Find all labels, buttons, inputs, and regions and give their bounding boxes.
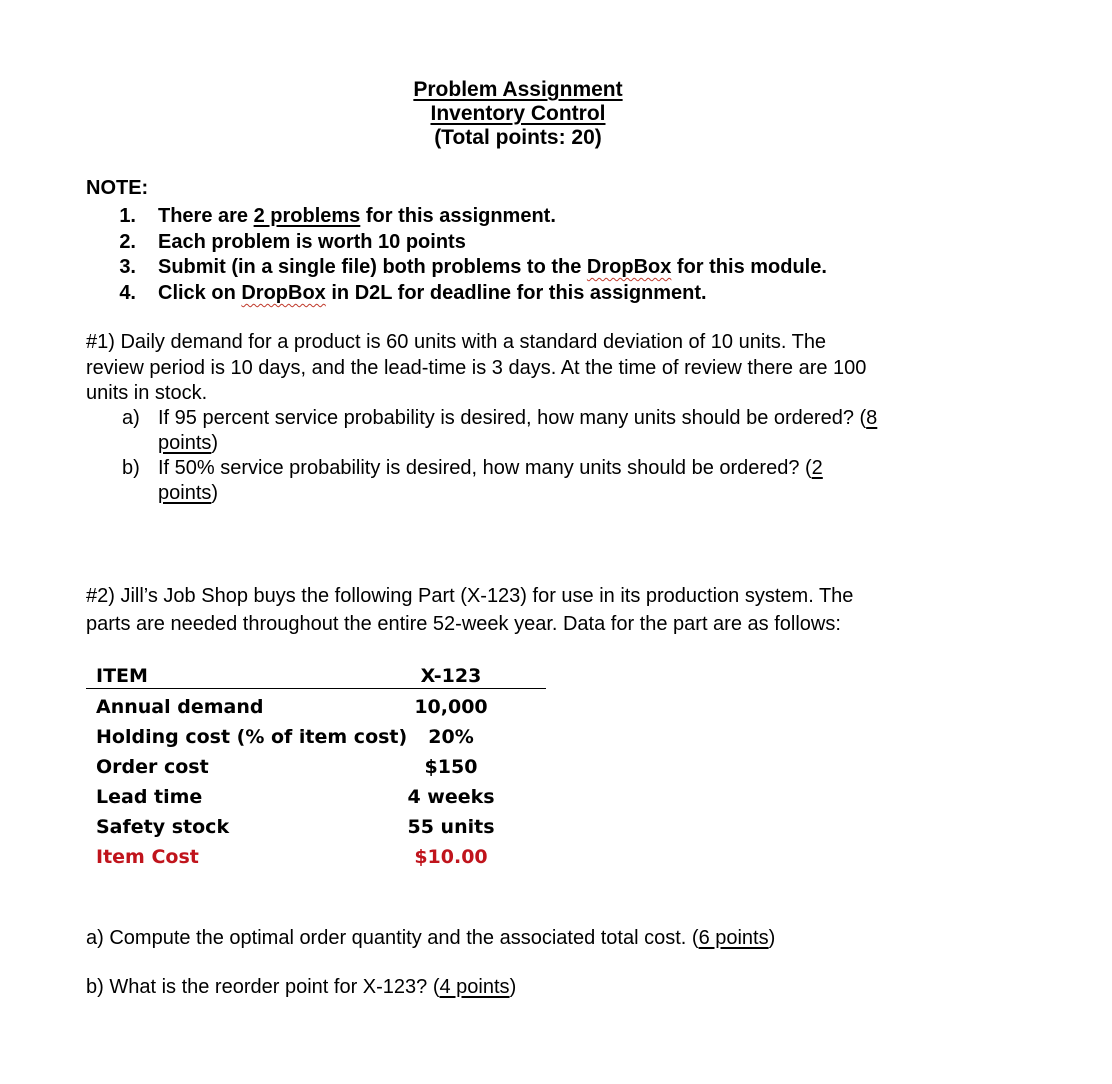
table-row: Safety stock 55 units (96, 816, 495, 838)
problem1-part-b: b) (122, 457, 140, 479)
problem1-line1: #1) Daily demand for a product is 60 units with a standard deviation of 10 units. The (86, 331, 827, 353)
total-points: (Total points: 20) (434, 126, 602, 149)
problem1-line2: review period is 10 days, and the lead-time is 3 days. At the time of review there are 100 (86, 357, 867, 379)
doc-title: Problem Assignment (413, 78, 623, 101)
table-row: Lead time 4 weeks (96, 786, 495, 808)
table-row-highlighted: Item Cost $10.00 (96, 846, 488, 868)
problem1-part-b-text: If 50% service probability is desired, how many units should be ordered? (2 (158, 457, 823, 479)
header-block (0, 78, 1036, 150)
note-label: NOTE: (86, 177, 149, 199)
doc-subtitle: Inventory Control (430, 102, 606, 125)
problem1-part-a: a) (122, 407, 140, 429)
table-header (86, 662, 546, 689)
table-row: Order cost $150 (96, 756, 478, 778)
problem1-line3: units in stock. (86, 382, 208, 404)
problem1-part-a-text: If 95 percent service probability is desired, how many units should be ordered? (8 (158, 407, 878, 429)
table-row: Annual demand 10,000 (96, 696, 488, 718)
dropbox-link-2[interactable]: DropBox (241, 282, 326, 304)
problem2-part-a: a) Compute the optimal order quantity and the associated total cost. (6 points) (86, 927, 776, 949)
table-row: Holding cost (% of item cost) 20% (96, 726, 474, 748)
header-item: ITEM (96, 665, 148, 687)
header-value: X-123 (420, 665, 482, 687)
problem2-line1: #2) Jill’s Job Shop buys the following Part (X-123) for use in its production system. The (86, 585, 854, 607)
problem2-part-b: b) What is the reorder point for X-123? (4 points) (86, 976, 517, 998)
problems-link[interactable]: 2 problems (253, 205, 361, 227)
problem1-part-b-text-2: points) (158, 482, 219, 504)
problem1-part-a-text-2: points) (158, 432, 219, 454)
dropbox-link[interactable]: DropBox (586, 256, 672, 278)
problem2-line2: parts are needed throughout the entire 52-week year. Data for the part are as follows: (86, 613, 841, 635)
data-table (86, 662, 546, 875)
